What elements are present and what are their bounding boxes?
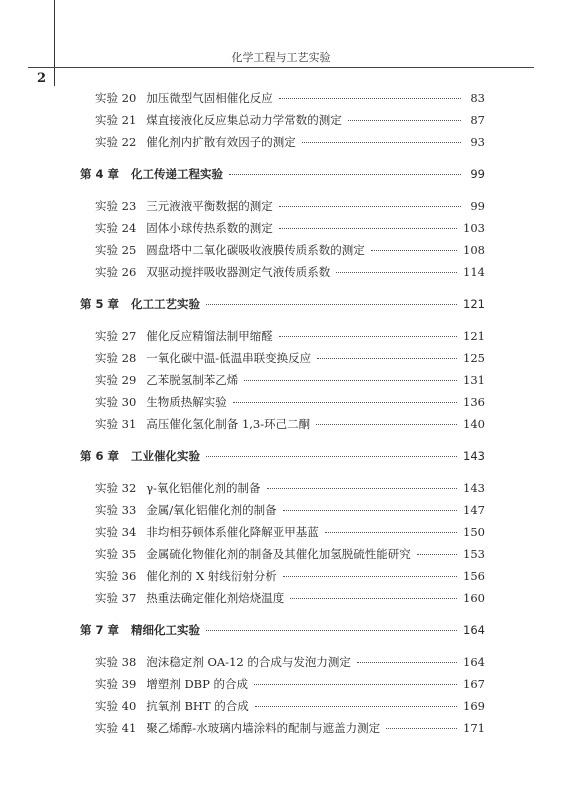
experiment-title: 泡沫稳定剂 OA-12 的合成与发泡力测定 [146,655,351,669]
toc-entry-row [95,90,485,106]
experiment-number: 实验 27 [95,329,137,343]
experiment-title: 催化反应精馏法制甲缩醛 [146,329,273,343]
experiment-title: 金属/氧化铝催化剂的制备 [146,503,277,517]
chapter-number: 第 6 章 [80,449,120,463]
dot-leader [417,554,457,555]
experiment-number: 实验 29 [95,373,137,387]
page-number: 2 [37,71,47,86]
experiment-number: 实验 40 [95,699,137,713]
dot-leader [386,728,457,729]
experiment-title: 生物质热解实验 [146,395,227,409]
page-ref: 114 [463,265,485,279]
experiment-title: 催化剂的 X 射线衍射分析 [146,569,277,583]
toc-entry-row [95,198,485,214]
dot-leader [255,706,457,707]
page-ref: 143 [463,449,485,463]
experiment-number: 实验 34 [95,525,137,539]
experiment-title: 圆盘塔中二氧化碳吸收液膜传质系数的测定 [146,243,365,257]
page-ref: 125 [463,351,485,365]
experiment-title: 热重法确定催化剂焙烧温度 [146,591,285,605]
experiment-number: 实验 31 [95,417,137,431]
experiment-title: 煤直接液化反应集总动力学常数的测定 [146,113,342,127]
dot-leader [244,380,457,381]
toc-chapter-row [80,622,485,638]
page-ref: 153 [463,547,485,561]
page-ref: 108 [463,243,485,257]
toc-entry-row [95,524,485,540]
experiment-number: 实验 37 [95,591,137,605]
experiment-number: 实验 25 [95,243,137,257]
experiment-number: 实验 35 [95,547,137,561]
dot-leader [279,206,461,207]
experiment-title: 聚乙烯醇-水玻璃内墙涂料的配制与遮盖力测定 [146,721,381,735]
toc-entry-row [95,502,485,518]
toc-entry-row [95,480,485,496]
experiment-title: 增塑剂 DBP 的合成 [146,677,249,691]
toc-chapter-row [80,448,485,464]
experiment-title: 固体小球传热系数的测定 [146,221,273,235]
toc-entry-row [95,220,485,236]
experiment-title: 高压催化氢化制备 1,3-环己二酮 [146,417,311,431]
dot-leader [254,684,457,685]
experiment-title: 乙苯脱氢制苯乙烯 [146,373,239,387]
page-ref: 140 [463,417,485,431]
toc-entry-row [95,242,485,258]
page-ref: 99 [470,167,485,181]
toc-entry-row [95,676,485,692]
dot-leader [302,142,461,143]
dot-leader [348,120,461,121]
experiment-title: 一氧化碳中温-低温串联变换反应 [146,351,312,365]
experiment-title: 非均相芬顿体系催化降解亚甲基蓝 [146,525,319,539]
page-ref: 164 [463,655,485,669]
dot-leader [267,488,457,489]
page-ref: 150 [463,525,485,539]
page-ref: 121 [463,329,485,343]
page-ref: 167 [463,677,485,691]
experiment-number: 实验 33 [95,503,137,517]
chapter-title: 化工工艺实验 [131,297,201,311]
toc-entry-row [95,654,485,670]
experiment-title: 双驱动搅拌吸收器测定气液传质系数 [146,265,331,279]
toc-entry-row [95,328,485,344]
toc-entry-row [95,590,485,606]
toc-entry-row [95,134,485,150]
running-header: 化学工程与工艺实验 [231,51,331,64]
page-ref: 160 [463,591,485,605]
chapter-title: 化工传递工程实验 [131,167,224,181]
experiment-number: 实验 26 [95,265,137,279]
dot-leader [290,598,457,599]
page-ref: 143 [463,481,485,495]
chapter-number: 第 7 章 [80,623,120,637]
dot-leader [325,532,457,533]
toc-entry-row [95,720,485,736]
dot-leader [283,576,457,577]
toc-entry-row [95,112,485,128]
experiment-number: 实验 41 [95,721,137,735]
toc-entry-row [95,350,485,366]
page-ref: 171 [463,721,485,735]
dot-leader [233,402,457,403]
experiment-number: 实验 20 [95,91,137,105]
page-ref: 121 [463,297,485,311]
experiment-number: 实验 39 [95,677,137,691]
dot-leader [371,250,457,251]
dot-leader [336,272,457,273]
page-ref: 83 [470,91,485,105]
toc-entry-row [95,698,485,714]
toc-entry-row [95,568,485,584]
dot-leader [279,228,457,229]
page-ref: 103 [463,221,485,235]
experiment-number: 实验 38 [95,655,137,669]
toc-chapter-row [80,166,485,182]
dot-leader [206,630,457,631]
dot-leader [206,456,457,457]
toc-entry-row [95,394,485,410]
toc-entry-row [95,546,485,562]
dot-leader [229,174,461,175]
experiment-number: 实验 24 [95,221,137,235]
page-ref: 131 [463,373,485,387]
experiment-title: 加压微型气固相催化反应 [146,91,273,105]
page-ref: 156 [463,569,485,583]
dot-leader [357,662,457,663]
chapter-number: 第 5 章 [80,297,120,311]
dot-leader [283,510,457,511]
experiment-title: 金属硫化物催化剂的制备及其催化加氢脱硫性能研究 [146,547,411,561]
dot-leader [279,336,457,337]
dot-leader [279,98,461,99]
page-ref: 147 [463,503,485,517]
dot-leader [316,424,457,425]
toc-entry-row [95,416,485,432]
experiment-number: 实验 28 [95,351,137,365]
toc-entry-row [95,264,485,280]
chapter-title: 工业催化实验 [131,449,201,463]
dot-leader [206,304,457,305]
experiment-number: 实验 32 [95,481,137,495]
experiment-title: 抗氧剂 BHT 的合成 [146,699,249,713]
dot-leader [317,358,457,359]
page-ref: 136 [463,395,485,409]
toc-chapter-row [80,296,485,312]
chapter-title: 精细化工实验 [131,623,201,637]
experiment-title: γ-氧化铝催化剂的制备 [146,481,261,495]
experiment-title: 催化剂内扩散有效因子的测定 [146,135,296,149]
chapter-number: 第 4 章 [80,167,120,181]
experiment-title: 三元液液平衡数据的测定 [146,199,273,213]
page-ref: 87 [470,113,485,127]
page-ref: 164 [463,623,485,637]
page-ref: 99 [470,199,485,213]
page-ref: 93 [470,135,485,149]
experiment-number: 实验 21 [95,113,137,127]
experiment-number: 实验 30 [95,395,137,409]
experiment-number: 实验 23 [95,199,137,213]
page-ref: 169 [463,699,485,713]
toc-entry-row [95,372,485,388]
experiment-number: 实验 22 [95,135,137,149]
experiment-number: 实验 36 [95,569,137,583]
